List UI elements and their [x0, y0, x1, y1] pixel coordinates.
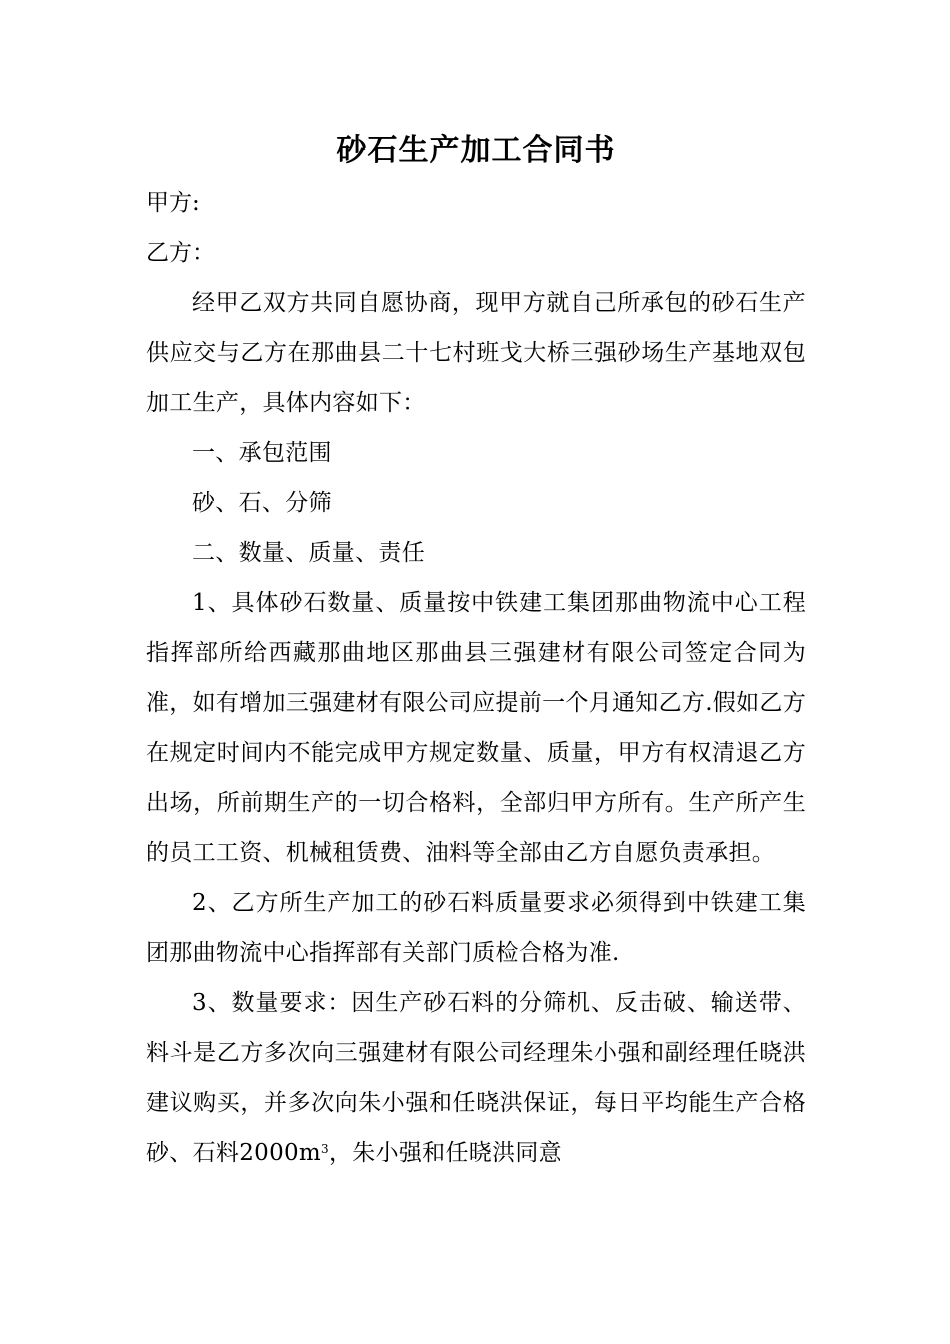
clause-3-paragraph — [146, 978, 806, 1178]
clause-1-paragraph: 1、具体砂石数量、质量按中铁建工集团那曲物流中心工程指挥部所给西藏那曲地区那曲县三强建材有限公司签定合同为准，如有增加三强建材有限公司应提前一个月通知乙方.假如乙方在规定时间内不能完成甲方规定数量、质量，甲方有权清退乙方出场，所前期生产的一切合格料，全部归甲方所有。生产所产生的员工工资、机械租赁费、油料等全部由乙方自愿负责承担。 — [146, 590, 807, 866]
cubic-superscript: 3 — [321, 1142, 329, 1156]
section2-heading: 二、数量、质量、责任 — [192, 540, 425, 566]
clause-2-paragraph: 2、乙方所生产加工的砂石料质量要求必须得到中铁建工集团那曲物流中心指挥部有关部门质检合格为准. — [146, 890, 806, 966]
document-page — [146, 128, 806, 1178]
clause-3-text-after: ，朱小强和任晓洪同意 — [328, 1140, 562, 1166]
intro-paragraph: 经甲乙双方共同自愿协商，现甲方就自己所承包的砂石生产供应交与乙方在那曲县二十七村班戈大桥三强砂场生产基地双包加工生产，具体内容如下： — [146, 290, 806, 416]
section1-heading: 一、承包范围 — [192, 440, 332, 466]
clause-3-text-before: 3、数量要求：因生产砂石料的分筛机、反击破、输送带、料斗是乙方多次向三强建材有限公司经理朱小强和副经理任晓洪建议购买，并多次向朱小强和任晓洪保证，每日平均能生产合格砂、石料2000m — [146, 990, 806, 1166]
section1-body: 砂、石、分筛 — [192, 490, 332, 516]
document-title: 砂石生产加工合同书 — [336, 133, 616, 168]
party-b-label: 乙方： — [146, 240, 215, 266]
party-a-label: 甲方: — [146, 190, 200, 216]
